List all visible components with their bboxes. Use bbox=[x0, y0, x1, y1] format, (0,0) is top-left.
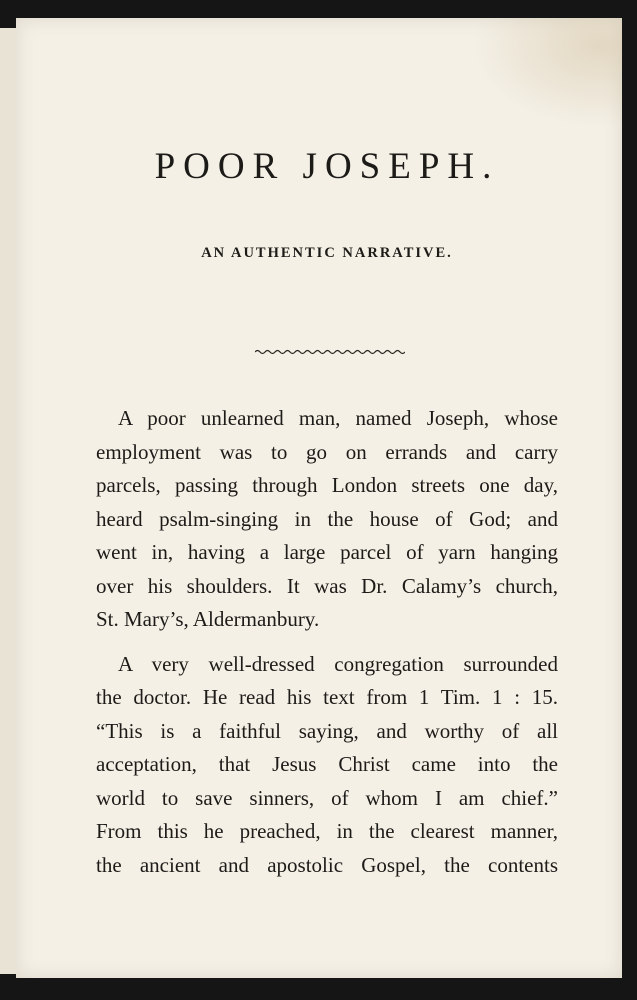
text-line: parcels, passing through London streets one day, bbox=[96, 473, 558, 497]
paragraph-2 bbox=[96, 648, 558, 883]
text-line: St. Mary’s, Aldermanbury. bbox=[96, 607, 320, 631]
text-line: A poor unlearned man, named Joseph, whose bbox=[118, 406, 558, 430]
text-line: world to save sinners, of whom I am chief.” bbox=[96, 785, 558, 810]
text-line: the doctor. He read his text from 1 Tim. 1 : 15. bbox=[96, 685, 558, 709]
wavy-rule-divider bbox=[255, 348, 405, 356]
text-line: acceptation, that Jesus Christ came into the bbox=[96, 752, 558, 776]
text-line: over his shoulders. It was Dr. Calamy’s church, bbox=[96, 573, 558, 598]
page-subtitle: AN AUTHENTIC NARRATIVE. bbox=[201, 245, 453, 261]
text-line: A very well-dressed congregation surrounded bbox=[118, 651, 558, 676]
text-line: From this he preached, in the clearest manner, bbox=[96, 819, 558, 843]
body-text bbox=[96, 402, 558, 893]
text-line: the ancient and apostolic Gospel, the contents bbox=[96, 852, 558, 877]
text-line: went in, having a large parcel of yarn hanging bbox=[96, 540, 558, 564]
text-line: heard psalm-singing in the house of God; and bbox=[96, 506, 558, 531]
text-line: “This is a faithful saying, and worthy of all bbox=[96, 718, 558, 743]
text-line: employment was to go on errands and carry bbox=[96, 439, 558, 464]
facing-page-edge bbox=[0, 28, 16, 974]
page-title: POOR JOSEPH. bbox=[154, 146, 500, 187]
paragraph-1 bbox=[96, 402, 558, 637]
paper-stain bbox=[472, 18, 622, 128]
book-page bbox=[16, 18, 622, 978]
